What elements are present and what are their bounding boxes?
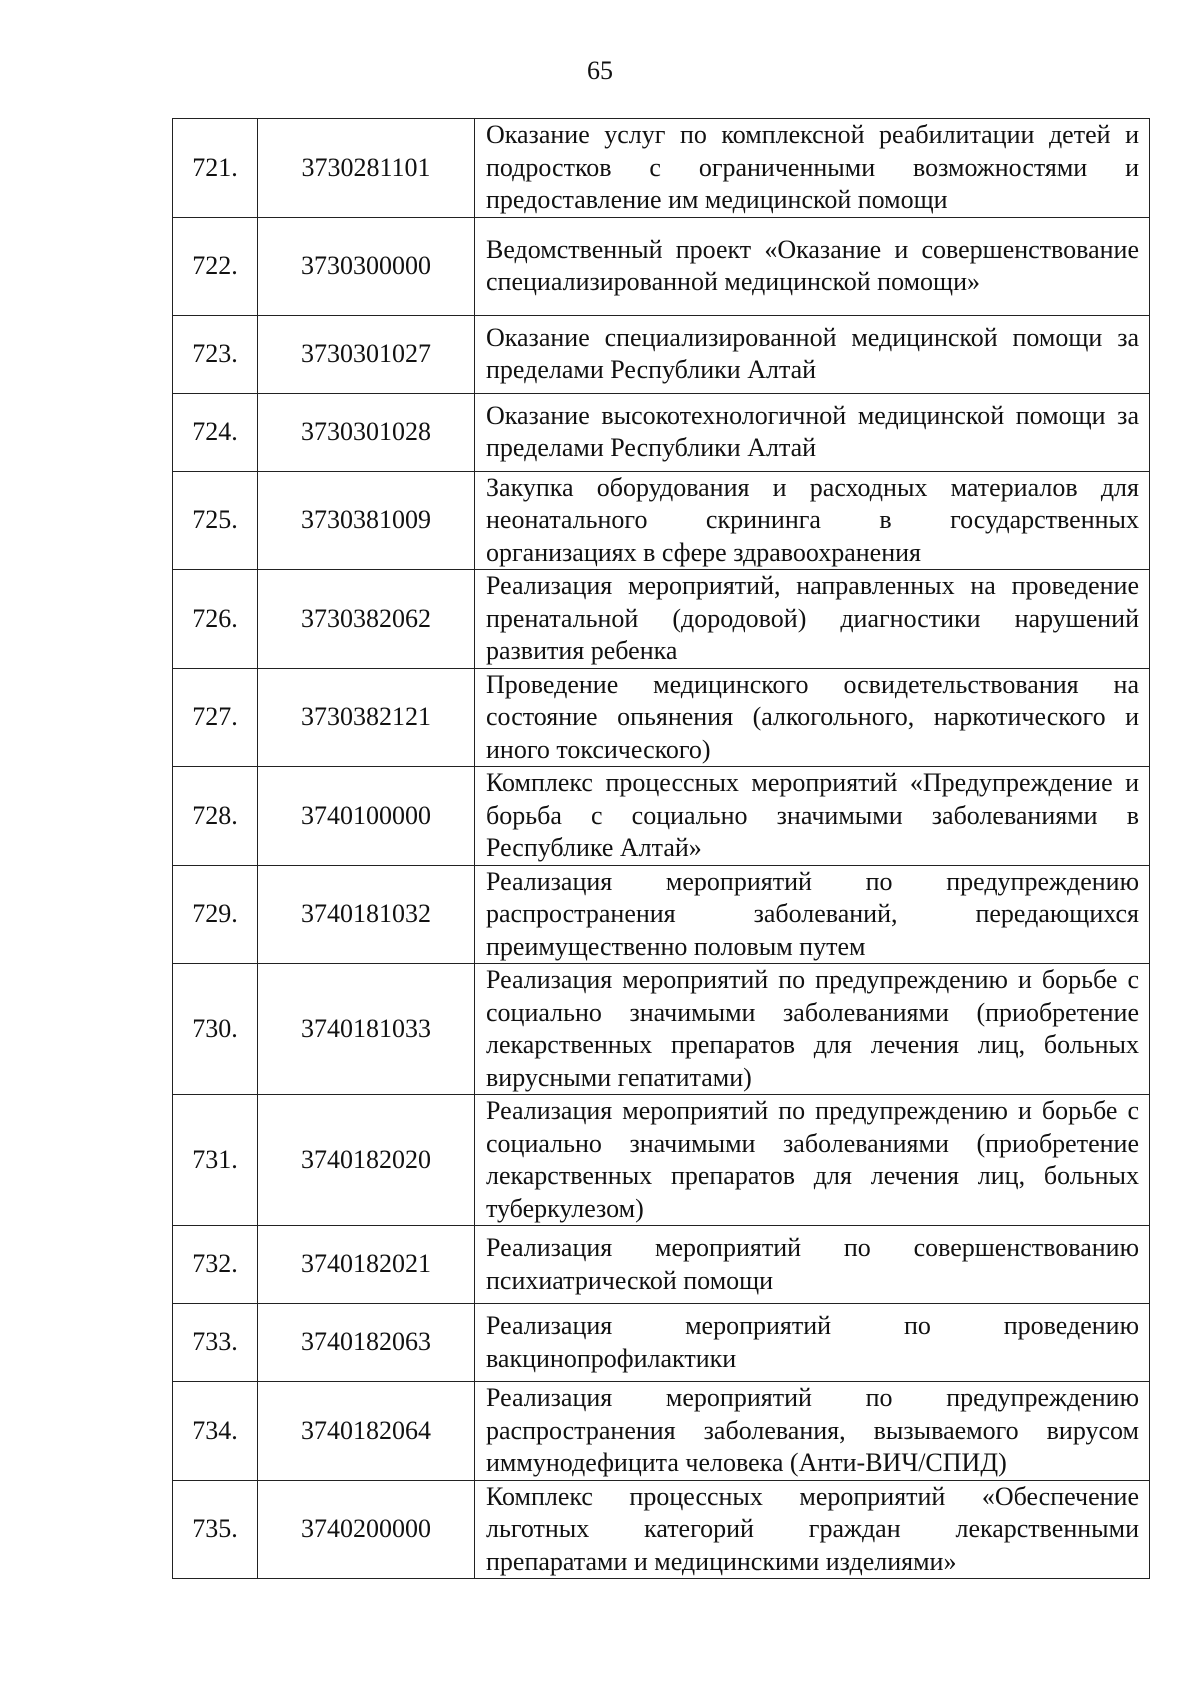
page-number: 65 — [587, 56, 613, 85]
row-name: Комплекс процессных мероприятий «Предупреждение и борьба с социально значимыми заболеваниями в Республике Алтай» — [475, 767, 1150, 866]
row-number: 729. — [173, 865, 258, 964]
row-code: 3730382062 — [258, 570, 475, 669]
row-code: 3730382121 — [258, 668, 475, 767]
row-code: 3740181033 — [258, 964, 475, 1095]
row-number: 735. — [173, 1480, 258, 1579]
row-name: Проведение медицинского освидетельствования на состояние опьянения (алкогольного, наркотического и иного токсического) — [475, 668, 1150, 767]
row-number: 730. — [173, 964, 258, 1095]
row-number: 722. — [173, 217, 258, 315]
row-number: 733. — [173, 1304, 258, 1382]
table-row — [173, 471, 1150, 570]
table-row — [173, 1095, 1150, 1226]
table-row — [173, 570, 1150, 669]
table-row — [173, 393, 1150, 471]
table-row — [173, 119, 1150, 218]
row-code: 3730300000 — [258, 217, 475, 315]
row-name: Реализация мероприятий по предупреждению распространения заболевания, вызываемого вирусом иммунодефицита человека (Анти-ВИЧ/СПИД) — [475, 1382, 1150, 1481]
row-code: 3730301027 — [258, 315, 475, 393]
row-code: 3740100000 — [258, 767, 475, 866]
row-number: 731. — [173, 1095, 258, 1226]
row-code: 3730281101 — [258, 119, 475, 218]
row-name: Реализация мероприятий по проведению вакцинопрофилактики — [475, 1304, 1150, 1382]
registry-table-body — [173, 119, 1150, 1579]
row-code: 3730301028 — [258, 393, 475, 471]
row-code: 3740182063 — [258, 1304, 475, 1382]
row-number: 732. — [173, 1226, 258, 1304]
row-number: 724. — [173, 393, 258, 471]
table-row — [173, 668, 1150, 767]
row-number: 725. — [173, 471, 258, 570]
row-name: Закупка оборудования и расходных материалов для неонатального скрининга в государственных организациях в сфере здравоохранения — [475, 471, 1150, 570]
row-number: 726. — [173, 570, 258, 669]
row-code: 3740181032 — [258, 865, 475, 964]
table-row — [173, 767, 1150, 866]
row-number: 727. — [173, 668, 258, 767]
table-row — [173, 315, 1150, 393]
row-name: Реализация мероприятий по предупреждению и борьбе с социально значимыми заболеваниями (приобретение лекарственных препаратов для лечения лиц, больных вирусными гепатитами) — [475, 964, 1150, 1095]
row-number: 721. — [173, 119, 258, 218]
row-code: 3740182064 — [258, 1382, 475, 1481]
row-name: Реализация мероприятий по совершенствованию психиатрической помощи — [475, 1226, 1150, 1304]
row-code: 3740182020 — [258, 1095, 475, 1226]
row-code: 3740182021 — [258, 1226, 475, 1304]
row-code: 3730381009 — [258, 471, 475, 570]
table-row — [173, 1480, 1150, 1579]
row-name: Реализация мероприятий по предупреждению и борьбе с социально значимыми заболеваниями (приобретение лекарственных препаратов для лечения лиц, больных туберкулезом) — [475, 1095, 1150, 1226]
table-row — [173, 1226, 1150, 1304]
registry-table — [172, 118, 1150, 1579]
table-row — [173, 1304, 1150, 1382]
row-name: Комплекс процессных мероприятий «Обеспечение льготных категорий граждан лекарственными препаратами и медицинскими изделиями» — [475, 1480, 1150, 1579]
row-name: Ведомственный проект «Оказание и совершенствование специализированной медицинской помощи» — [475, 217, 1150, 315]
row-name: Реализация мероприятий, направленных на проведение пренатальной (дородовой) диагностики нарушений развития ребенка — [475, 570, 1150, 669]
row-name: Оказание специализированной медицинской помощи за пределами Республики Алтай — [475, 315, 1150, 393]
row-number: 734. — [173, 1382, 258, 1481]
table-row — [173, 865, 1150, 964]
row-name: Реализация мероприятий по предупреждению распространения заболеваний, передающихся преимущественно половым путем — [475, 865, 1150, 964]
row-name: Оказание высокотехнологичной медицинской помощи за пределами Республики Алтай — [475, 393, 1150, 471]
table-row — [173, 1382, 1150, 1481]
table-row — [173, 964, 1150, 1095]
row-code: 3740200000 — [258, 1480, 475, 1579]
row-name: Оказание услуг по комплексной реабилитации детей и подростков с ограниченными возможностями и предоставление им медицинской помощи — [475, 119, 1150, 218]
row-number: 728. — [173, 767, 258, 866]
row-number: 723. — [173, 315, 258, 393]
table-row — [173, 217, 1150, 315]
